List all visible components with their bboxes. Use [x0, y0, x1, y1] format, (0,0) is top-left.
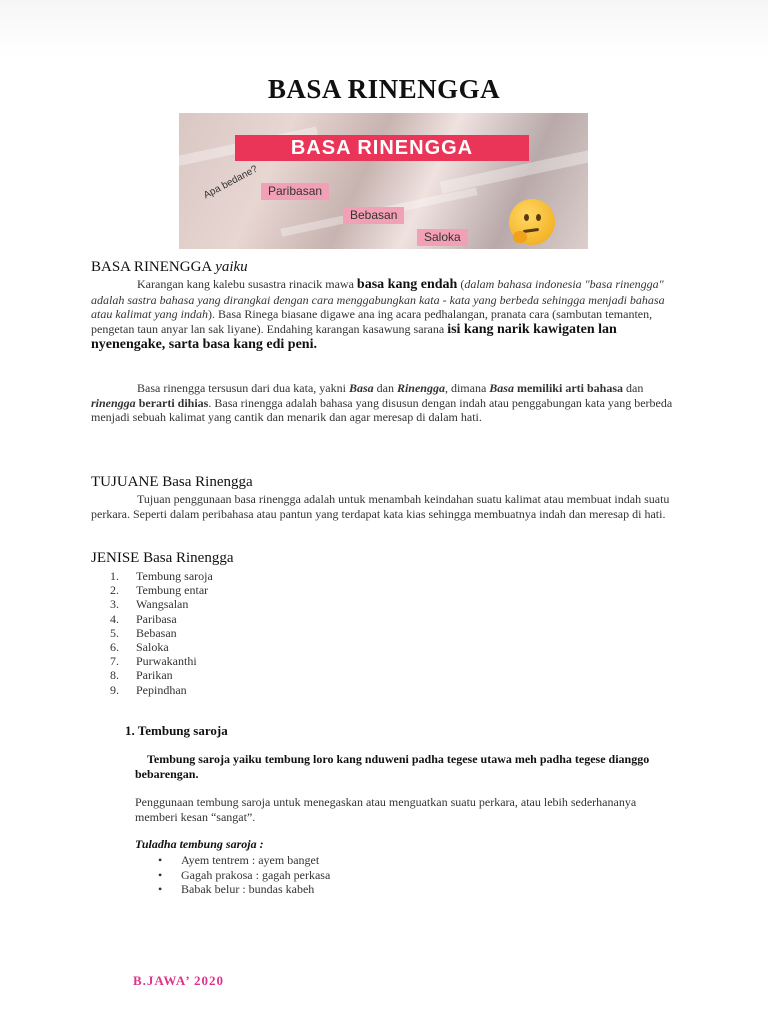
examples-heading: Tuladha tembung saroja : [135, 837, 264, 851]
paragraph-etymology: Basa rinengga tersusun dari dua kata, yakni Basa dan Rinengga, dimana Basa memiliki arti bahasa dan rinengga berarti dihias. Basa rinengga adalah bahasa yang disusun dengan indah atau penggabungan kata yang berbeda menjadi sebuah kalimat yang cantik dan menarik dan agar meresap di dalam hati. [91, 381, 673, 424]
list-item: 5. Bebasan [110, 625, 177, 640]
list-item: 9. Pepindhan [110, 682, 187, 697]
list-item: • Babak belur : bundas kabeh [158, 882, 315, 896]
top-banner [0, 0, 768, 58]
list-item: 1. Tembung saroja [110, 569, 213, 583]
hero-title: BASA RINENGGA [235, 135, 529, 161]
list-item: 4. Paribasa [110, 611, 177, 626]
hero-tag: Paribasan [261, 183, 329, 200]
list-item: 6. Saloka [110, 640, 169, 655]
section-heading-basa-rinengga: BASA RINENGGA yaiku [91, 259, 248, 275]
list-item: 3. Wangsalan [110, 597, 189, 612]
list-item: 2. Tembung entar [110, 583, 209, 598]
examples-list [158, 853, 330, 897]
hero-image [179, 113, 588, 249]
hero-tag: Saloka [417, 229, 468, 246]
list-item: 8. Parikan [110, 668, 173, 683]
list-item: • Ayem tentrem : ayem banget [158, 853, 320, 867]
thinking-face-icon [509, 199, 555, 245]
page-title: BASA RINENGGA [267, 74, 501, 104]
section-heading-tujuane: TUJUANE Basa Rinengga [91, 474, 253, 490]
subheading-tembung-saroja: 1. Tembung saroja [125, 723, 228, 738]
hero-tag: Bebasan [343, 207, 404, 224]
paragraph-saroja-usage: Penggunaan tembung saroja untuk menegaskan atau menguatkan suatu perkara, atau lebih sederhananya memberi kesan “sangat”. [135, 795, 637, 824]
footer-label: B.JAWA’ 2020 [133, 973, 224, 988]
paragraph-definition: Karangan kang kalebu susastra rinacik mawa basa kang endah (dalam bahasa indonesia "basa rinengga" adalah sastra bahasa yang dirangkai dengan cara menggabungkan kata - kata yang berbeda sehingga menjadi bahasa atau kalimat yang indah). Basa Rinega biasane digawe ana ing acara pedhalangan, pranata cara (sambutan temanten, pengetan taun anyar lan sak liyane). Endahing karangan kasawung sarana isi kang narik kawigaten lan nyenengake, sarta basa kang edi peni. [91, 277, 665, 352]
hero-note: Apa bedane? [201, 163, 260, 202]
list-item: 7. Purwakanthi [110, 654, 197, 669]
paragraph-tujuane: Tujuan penggunaan basa rinengga adalah untuk menambah keindahan suatu kalimat atau membuat indah suatu perkara. Seperti dalam peribahasa atau pantun yang terdapat kata kias sehingga membuatnya indah dan meresap di hati. [91, 492, 670, 521]
jenise-list [110, 569, 213, 697]
paragraph-saroja-definition: Tembung saroja yaiku tembung loro kang nduweni padha tegese utawa meh padha tegese dianggo bebarengan. [135, 752, 650, 781]
list-item: • Gagah prakosa : gagah perkasa [158, 867, 331, 882]
section-heading-jenise: JENISE Basa Rinengga [91, 550, 234, 566]
